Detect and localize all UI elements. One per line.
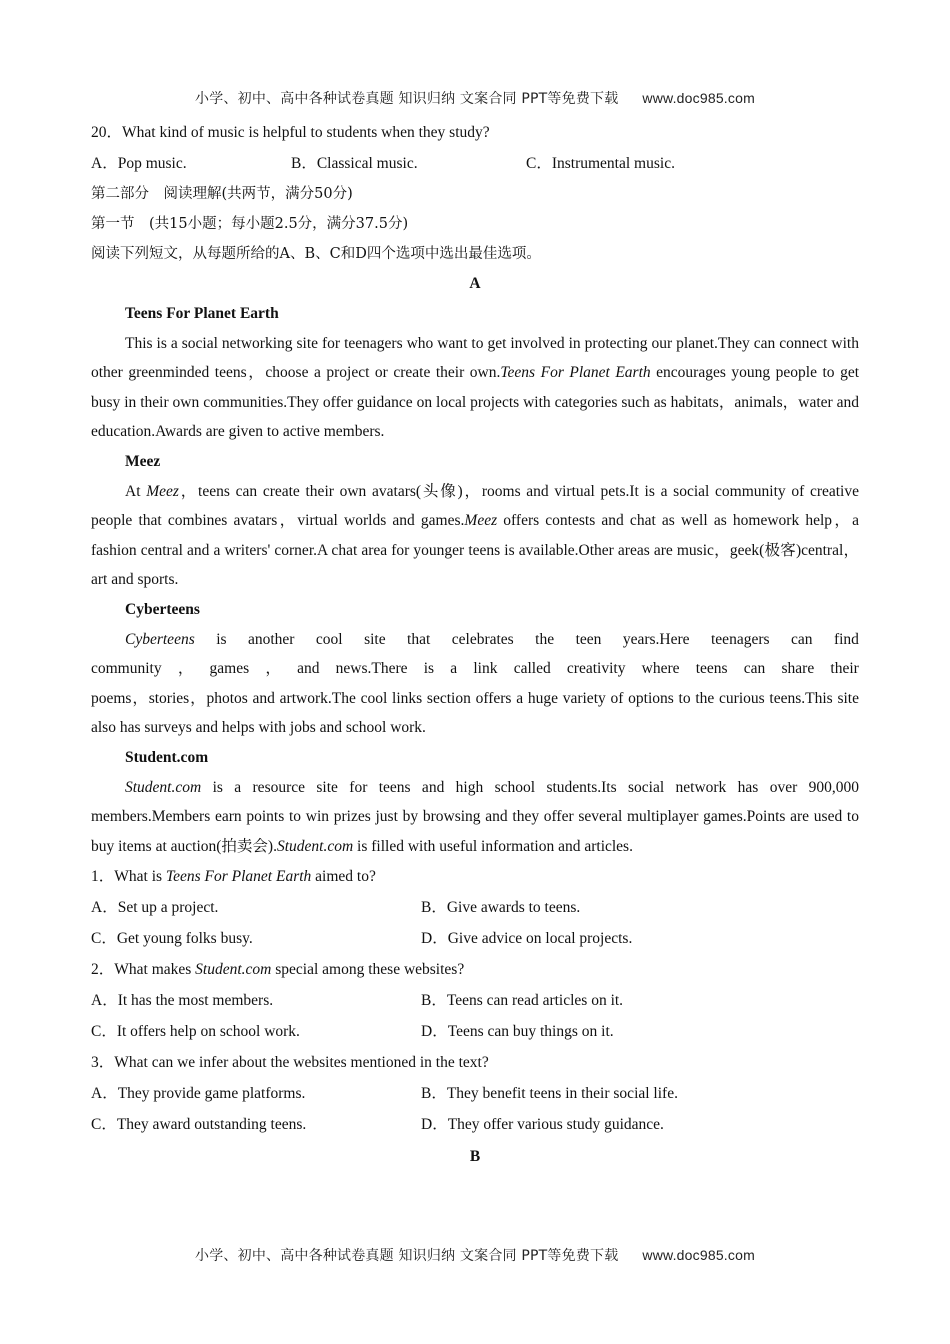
site3-word: is	[216, 630, 227, 648]
page-header	[0, 88, 950, 108]
q3-options-row-2	[91, 1109, 859, 1140]
site3-word: celebrates	[451, 630, 514, 648]
passage-b-label: B	[469, 1148, 481, 1166]
question-3: 3．What can we infer about the websites mentioned in the text?	[91, 1054, 489, 1072]
site2-text-c: offers contests and chat as well as homework help，a fashion central and a writers' corner.A chat area for younger teens is available.Other areas are music，geek(极客)central，art and sports.	[91, 512, 859, 589]
site1-title: Teens For Planet Earth	[125, 305, 279, 322]
section1-title: 第一节 (共15小题；每小题2.5分，满分37.5分)	[91, 216, 409, 232]
site3-word: their	[830, 660, 859, 678]
site3-word: teenagers	[711, 630, 770, 648]
document-body	[91, 118, 859, 1172]
site3-word: ，	[177, 660, 194, 678]
site2-name-1: Meez	[146, 482, 179, 500]
q3-option-b: B．They benefit teens in their social life.	[421, 1085, 678, 1103]
site3-word: cool	[315, 630, 343, 648]
q1-options-row-1	[91, 892, 859, 923]
header-site[interactable]: www.doc985.com	[642, 90, 755, 106]
q2-options-row-1	[91, 985, 859, 1016]
q20-option-b: B．Classical music.	[291, 155, 418, 172]
site3-word: link	[473, 660, 498, 678]
site3-word: creativity	[566, 660, 626, 678]
q3-option-d: D．They offer various study guidance.	[421, 1116, 664, 1134]
part2-title: 第二部分 阅读理解(共两节，满分50分)	[91, 186, 353, 202]
q1-options-row-2	[91, 923, 859, 954]
site3-word: where	[641, 660, 680, 678]
q3-options-row-1	[91, 1078, 859, 1109]
site3-word: years.Here	[622, 630, 690, 648]
site4-name-2: Student.com	[276, 837, 354, 855]
site1-text-b: encourages young people to get busy in their own communities.They offer guidance on local projects with categories such as habitats，animals，water and education.Awards are given to active members.	[91, 364, 860, 441]
footer-site[interactable]: www.doc985.com	[642, 1247, 755, 1263]
site4-title: Student.com	[125, 748, 209, 766]
q20-question: 20．What kind of music is helpful to students when they study?	[91, 124, 490, 141]
site3-word: news.There	[335, 660, 408, 678]
site3-line-2	[91, 654, 859, 684]
q20-option-c: C．Instrumental music.	[526, 155, 675, 172]
site3-paragraph-rest: poems，stories，photos and artwork.The cool links section offers a huge variety of options to the curious teens.This site also has surveys and helps with jobs and school work.	[91, 689, 859, 737]
site2-text-b: ，teens can create their own avatars(头像)，rooms and virtual pets.It is a social community of creative people that combines avatars，virtual worlds and games.	[91, 482, 859, 530]
site3-word: teens	[695, 660, 728, 678]
site3-word: can	[743, 660, 766, 678]
site2-title: Meez	[125, 452, 161, 470]
q1-text-a: 1．What is	[91, 868, 166, 886]
q1-option-c: C．Get young folks busy.	[91, 930, 253, 948]
site3-line-1	[91, 625, 859, 655]
question-1	[91, 861, 859, 892]
site3-word: called	[513, 660, 551, 678]
site2-paragraph	[91, 477, 859, 595]
footer-text: 小学、初中、高中各种试卷真题 知识归纳 文案合同 PPT等免费下载	[195, 1248, 619, 1264]
site3-word: games	[209, 660, 250, 678]
q2-option-b: B．Teens can read articles on it.	[421, 992, 624, 1010]
site3-word: ，	[265, 660, 281, 678]
site1-paragraph	[91, 329, 859, 447]
site1-text-a: This is a social networking site for teenagers who want to get involved in protecting our planet.They can connect with other greenminded teens，choose a project or create their own.	[91, 334, 859, 382]
q3-option-a: A．They provide game platforms.	[91, 1085, 306, 1103]
q1-name: Teens For Planet Earth	[165, 868, 312, 886]
site3-word: is	[423, 660, 435, 678]
header-text: 小学、初中、高中各种试卷真题 知识归纳 文案合同 PPT等免费下载	[195, 91, 619, 107]
q20-options	[91, 148, 859, 179]
q2-options-row-2	[91, 1016, 859, 1047]
page-footer	[0, 1245, 950, 1265]
site3-title: Cyberteens	[125, 600, 200, 618]
q2-option-a: A．It has the most members.	[91, 992, 274, 1010]
site3-word: teen	[575, 630, 602, 648]
site2-name-2: Meez	[464, 512, 498, 530]
q1-option-a: A．Set up a project.	[91, 899, 219, 917]
q20-option-a: A．Pop music.	[91, 155, 187, 172]
site3-name: Cyberteens	[125, 630, 195, 648]
site3-word: can	[790, 630, 813, 648]
site3-word: find	[833, 630, 859, 648]
q2-text-a: 2．What makes	[91, 961, 196, 979]
site3-word: another	[247, 630, 295, 648]
q1-text-b: aimed to?	[311, 868, 376, 886]
question-2	[91, 954, 859, 985]
site3-word: community	[91, 660, 162, 678]
site4-paragraph	[91, 773, 859, 862]
site3-word: a	[450, 660, 458, 678]
q2-option-d: D．Teens can buy things on it.	[421, 1023, 614, 1041]
q3-option-c: C．They award outstanding teens.	[91, 1116, 307, 1134]
q2-option-c: C．It offers help on school work.	[91, 1023, 300, 1041]
site4-name-1: Student.com	[125, 778, 202, 796]
passage-a-label: A	[469, 275, 481, 292]
site2-text-a: At	[125, 482, 147, 500]
q1-option-b: B．Give awards to teens.	[421, 899, 581, 917]
site3-word: that	[407, 630, 431, 648]
site3-word: the	[535, 630, 555, 648]
site3-word: share	[781, 660, 815, 678]
site3-word: site	[364, 630, 386, 648]
q2-name: Student.com	[195, 961, 272, 979]
q1-option-d: D．Give advice on local projects.	[421, 930, 633, 948]
site4-text-a: is a resource site for teens and high school students.Its social network has over 900,000 members.Members earn points to win prizes just by browsing and they offer several multiplayer games.Points are used to buy items at auction(拍卖会).	[91, 778, 859, 855]
site3-word: and	[297, 660, 320, 678]
q2-text-b: special among these websites?	[271, 961, 465, 979]
site4-text-b: is filled with useful information and articles.	[353, 837, 633, 855]
instruction: 阅读下列短文，从每题所给的A、B、C和D四个选项中选出最佳选项。	[91, 246, 541, 262]
site1-name: Teens For Planet Earth	[500, 364, 651, 382]
